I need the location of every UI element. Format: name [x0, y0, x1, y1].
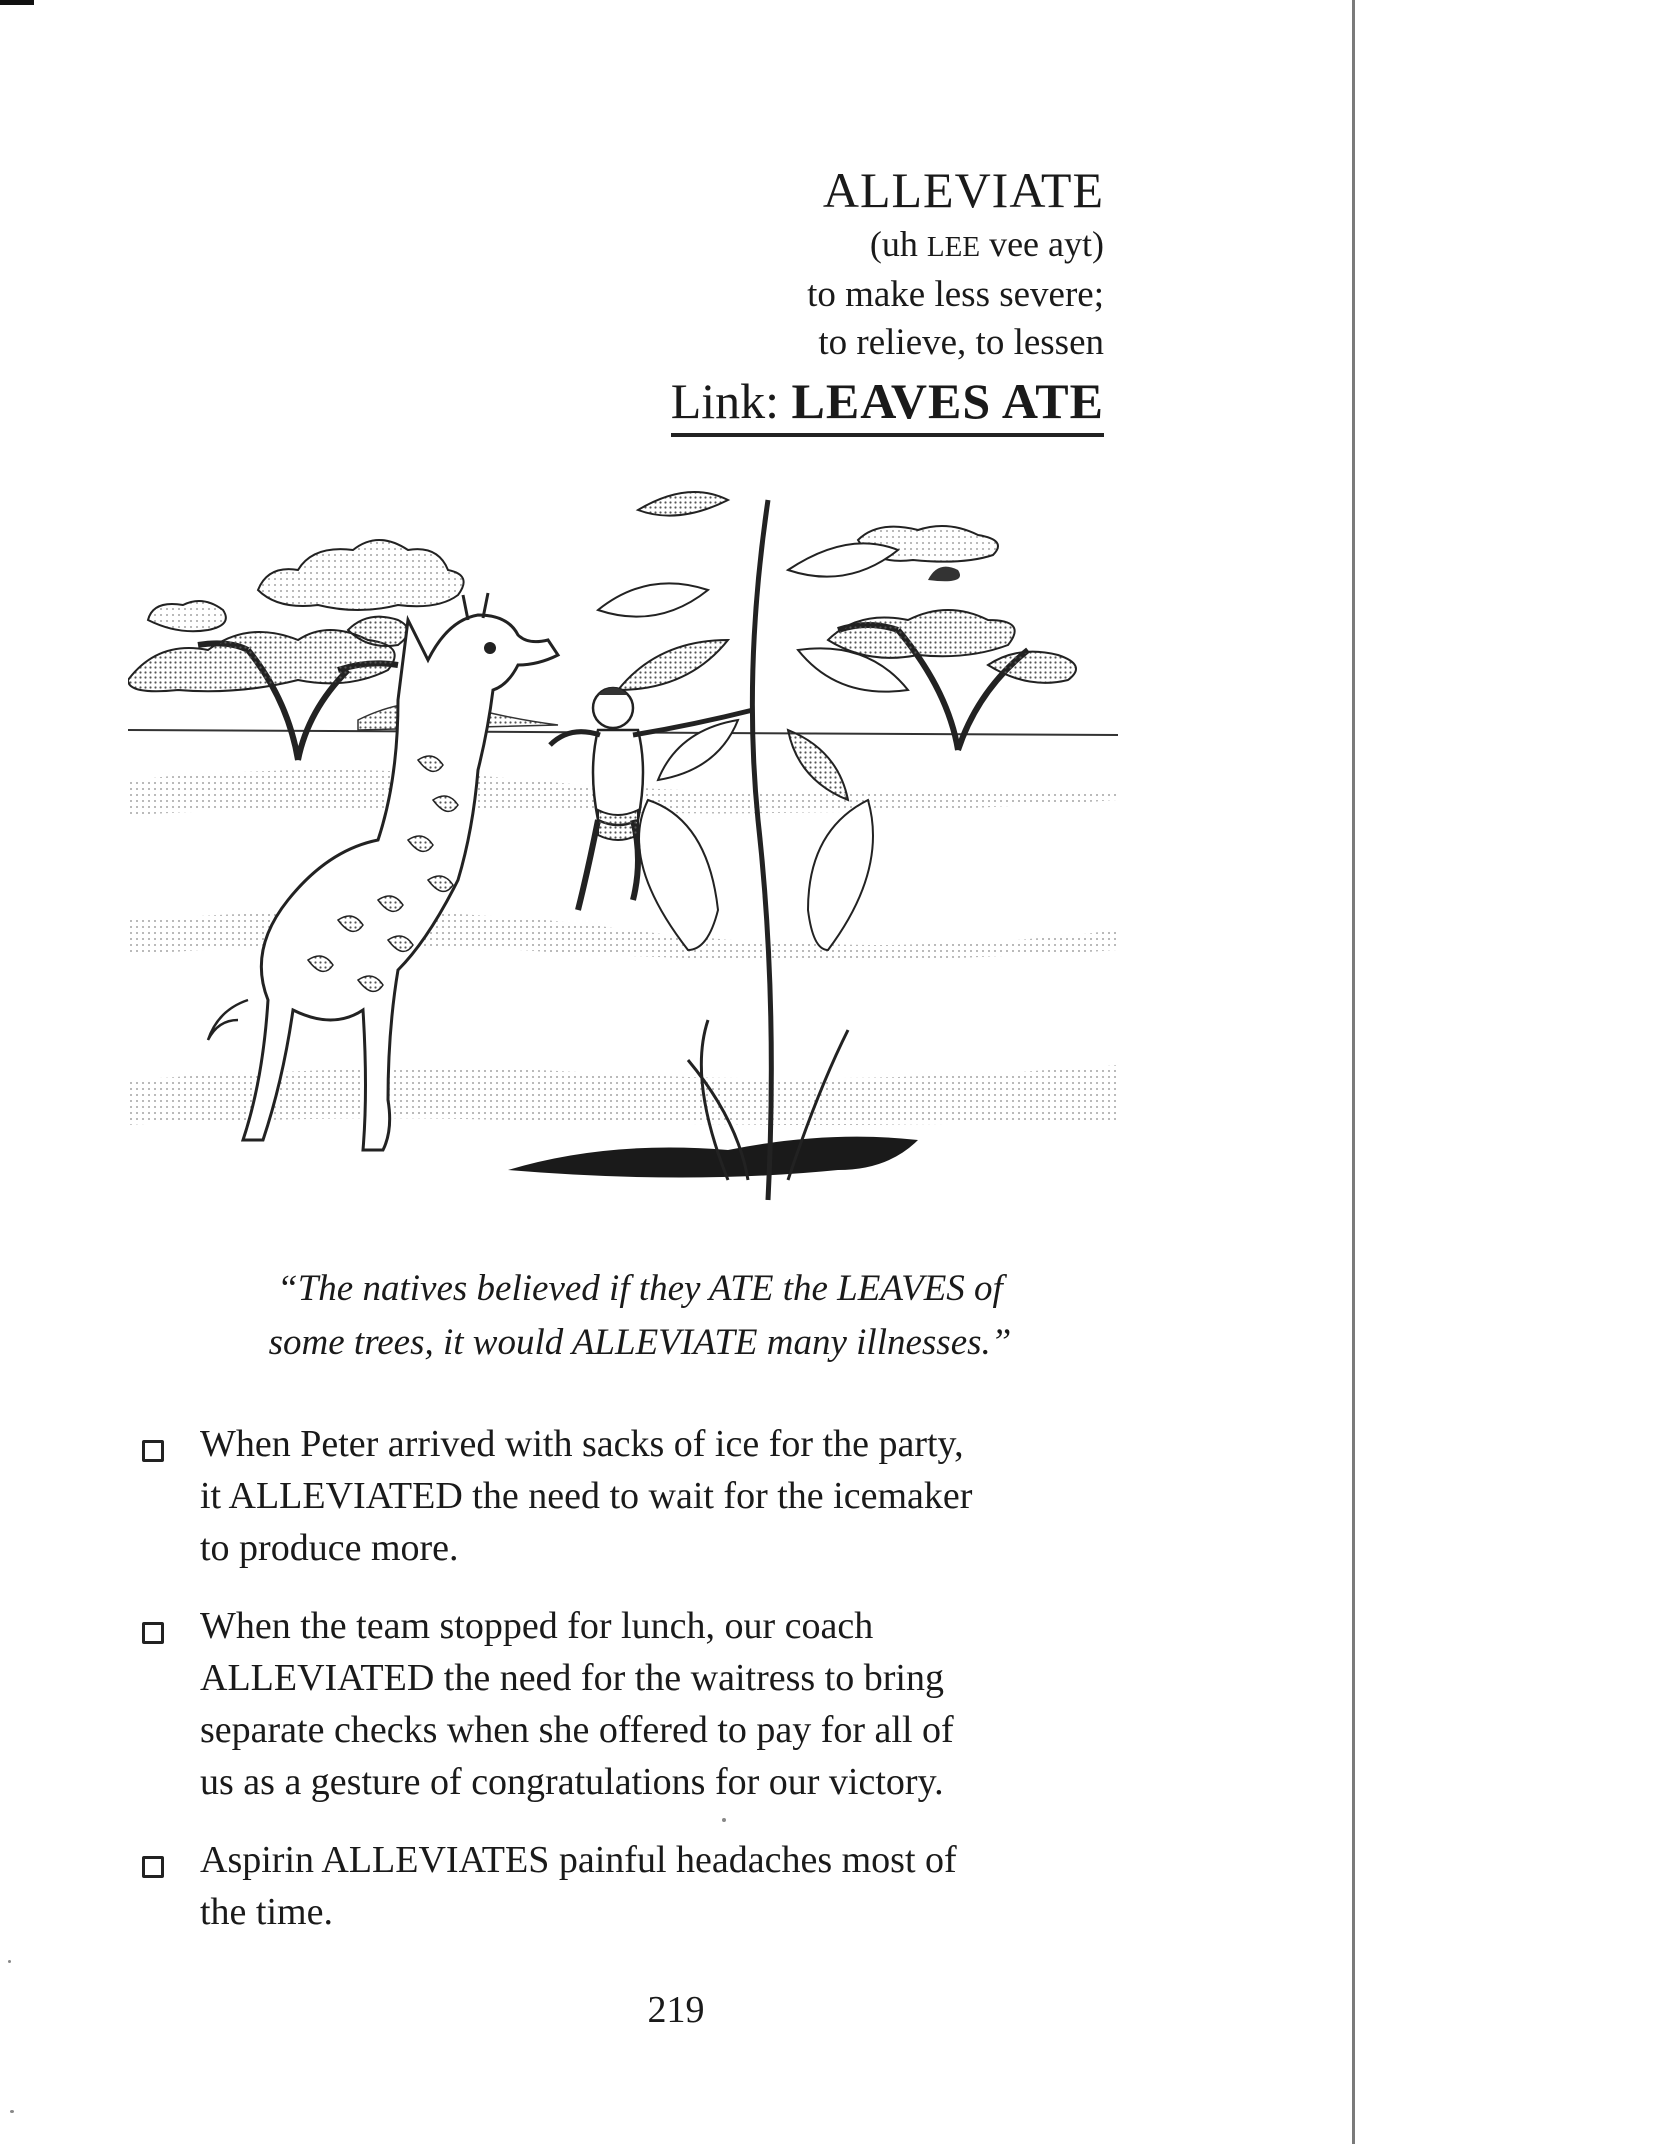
giraffe-illustration: [128, 480, 1118, 1220]
link-word: LEAVES ATE: [791, 373, 1104, 429]
pronunciation-open: (uh: [869, 224, 927, 264]
cloud-icon: [148, 601, 226, 631]
example-item: [138, 1834, 1138, 1938]
page-number: 219: [647, 1989, 705, 2031]
example-3-line-1: Aspirin ALLEVIATES painful headaches most of: [200, 1839, 957, 1881]
definition-line-2: to relieve, to lessen: [818, 322, 1104, 363]
link-line: [671, 371, 1104, 437]
example-item: [138, 1600, 1138, 1808]
illustration-caption: [160, 1262, 1120, 1370]
example-1-line-1: When Peter arrived with sacks of ice for the party,: [200, 1423, 964, 1465]
pronunciation-close: vee ayt): [980, 224, 1104, 264]
entry-header: [671, 160, 1104, 437]
definition-line-1: to make less severe;: [807, 274, 1104, 315]
scan-speck: [10, 2110, 14, 2113]
page-edge-line: [1352, 0, 1355, 2144]
checkbox-icon: [142, 1440, 164, 1462]
link-label: Link:: [670, 373, 792, 429]
example-2-line-3: separate checks when she offered to pay for all of: [200, 1709, 954, 1751]
pronunciation: [671, 220, 1104, 271]
checkbox-icon: [142, 1856, 164, 1878]
tree-icon: [128, 617, 408, 760]
example-2-line-4: us as a gesture of congratulations for our victory.: [200, 1761, 944, 1803]
headword: ALLEVIATE: [822, 162, 1104, 218]
pronunciation-stress: LEE: [926, 231, 981, 263]
example-2-line-2: ALLEVIATED the need for the waitress to bring: [200, 1657, 944, 1699]
checkbox-icon: [142, 1622, 164, 1644]
cloud-icon: [258, 540, 464, 610]
scan-corner-mark: [0, 0, 34, 5]
example-3-line-2: the time.: [200, 1891, 333, 1933]
example-1-line-2: it ALLEVIATED the need to wait for the icemaker: [200, 1475, 973, 1517]
example-1-line-3: to produce more.: [200, 1527, 459, 1569]
example-item: [138, 1418, 1138, 1574]
caption-line-1: “The natives believed if they ATE the LEAVES of: [277, 1268, 1003, 1309]
caption-line-2: some trees, it would ALLEVIATE many illnesses.”: [268, 1322, 1012, 1363]
example-list: [138, 1418, 1138, 1964]
example-2-line-1: When the team stopped for lunch, our coach: [200, 1605, 874, 1647]
scan-speck: [8, 1960, 11, 1963]
